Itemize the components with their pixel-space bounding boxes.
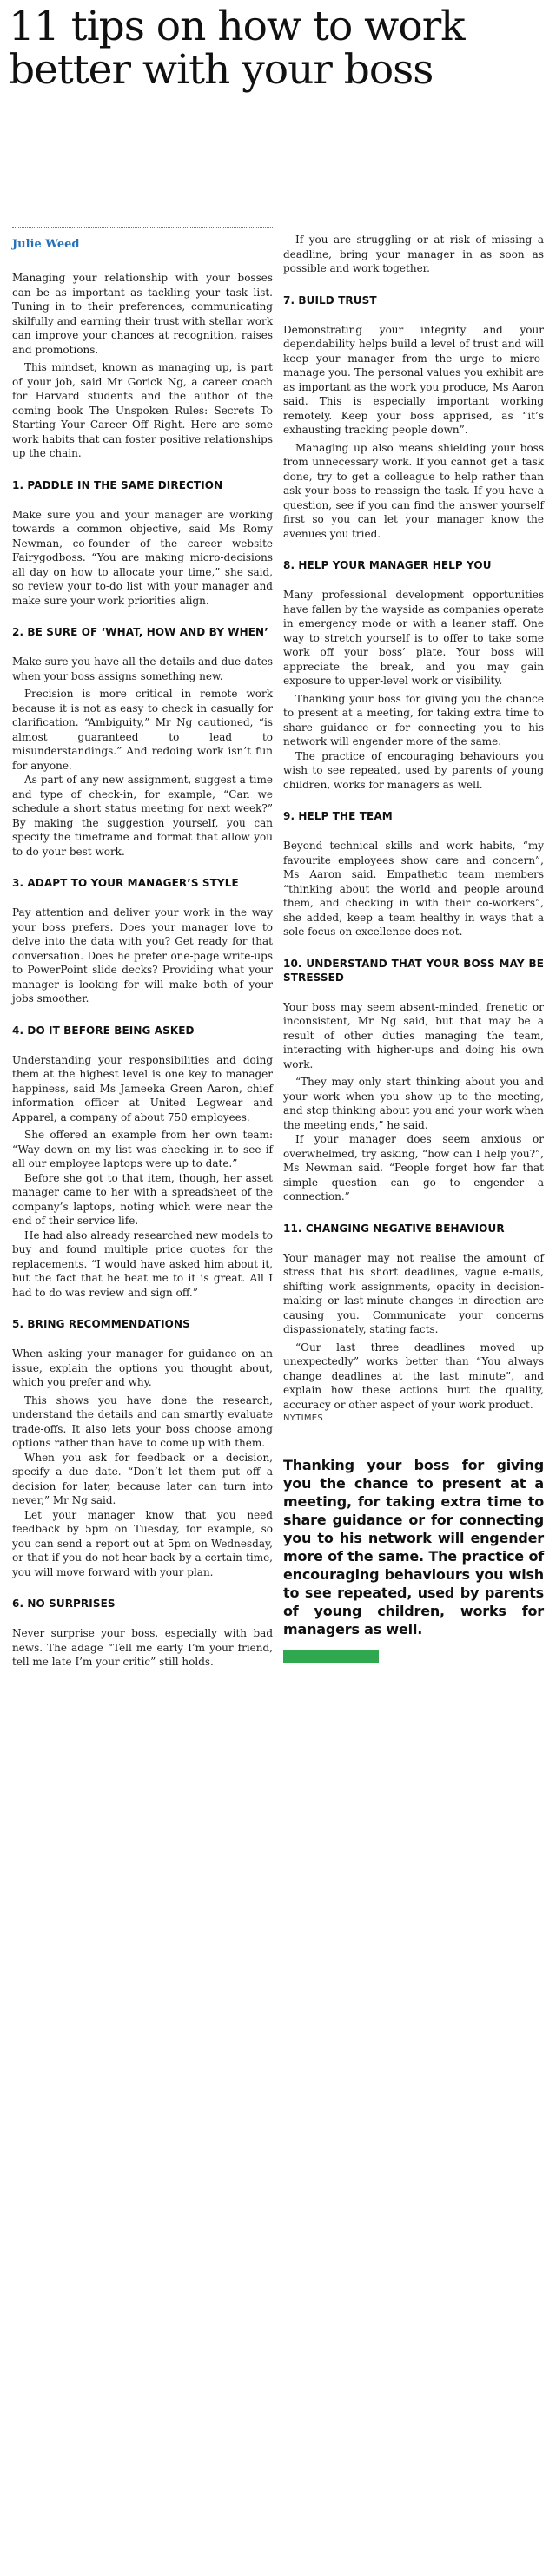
tip-paragraph: Let your manager know that you need feedback by 5pm on Tuesday, for example, so you can send a report out at 5pm on Wednesday, or that if you do not hear back by a certain time, you will move forward with your plan. <box>12 1508 273 1578</box>
tip-paragraph: As part of any new assignment, suggest a time and type of check-in, for example, “Can we schedule a short status meeting for next week?” By making the suggestion yourself, you can specify the timeframe and format that allow you to do your best work. <box>12 774 273 858</box>
tip-heading: 2. BE SURE OF ‘WHAT, HOW AND BY WHEN’ <box>12 626 268 638</box>
tip-paragraph: Understanding your responsibilities and doing them at the highest level is one key to manager happiness, said Ms Jameeka Green Aaron, chief information officer at United Legwear and Apparel, a company of about 750 employees. <box>12 1053 273 1123</box>
tip-heading: 7. BUILD TRUST <box>283 293 377 306</box>
tip-paragraph: Demonstrating your integrity and your dependability helps build a level of trust and will keep your manager from the urge to micro-manage you. The personal values you exhibit are as important as the work you produce, Ms Aaron said. This is especially important working remotely. Keep your boss apprised, as “it’s exhausting tracking people down”. <box>283 323 544 436</box>
tip-paragraph: If you are struggling or at risk of missing a deadline, bring your manager in as soon as possible and work together. <box>283 234 544 274</box>
tip-heading: 8. HELP YOUR MANAGER HELP YOU <box>283 559 492 571</box>
pullquote-spacer <box>283 1430 544 1456</box>
tip-paragraph: The practice of encouraging behaviours you wish to see repeated, used by parents of young children, works for managers as well. <box>283 749 544 791</box>
source-credit: NYTIMES <box>283 1413 324 1423</box>
tip-heading: 9. HELP THE TEAM <box>283 810 393 822</box>
tip-paragraph: When you ask for feedback or a decision, specify a due date. “Don’t let them put off a decision for later, because later can turn into never,” Mr Ng said. <box>12 1451 273 1506</box>
intro-paragraph: Managing your relationship with your bosses can be as important as tackling your task list. Tuning in to their preferences, communicating skilfully and earning their trust with stellar work can improve your chances at recognition, raises and promotions. <box>12 272 273 356</box>
left-column <box>12 271 273 1673</box>
tip-paragraph: “Our last three deadlines moved up unexpectedly” works better than “You always change deadlines at the last minute”, and explain how these actions hurt the quality, accuracy or other aspect of your work product. <box>283 1341 544 1411</box>
tip-paragraph: “They may only start thinking about you and your work when you show up to the meeting, and stop thinking about you and your work when the meeting ends,” he said. <box>283 1076 544 1131</box>
tip-heading: 4. DO IT BEFORE BEING ASKED <box>12 1024 195 1037</box>
tip-paragraph: Precision is more critical in remote work because it is not as easy to check in casually for clarification. “Ambiguity,” Mr Ng cautioned, “is almost guaranteed to lead to misunderstandings.” And redoing work isn’t fun for anyone. <box>12 688 273 772</box>
tip-heading: 11. CHANGING NEGATIVE BEHAVIOUR <box>283 1222 505 1235</box>
tip-heading: 1. PADDLE IN THE SAME DIRECTION <box>12 478 223 491</box>
tip-heading: 6. NO SURPRISES <box>12 1598 116 1610</box>
article-headline: 11 tips on how to work better with your boss <box>9 3 465 94</box>
right-column <box>283 233 544 1663</box>
tip-heading: 3. ADAPT TO YOUR MANAGER’S STYLE <box>12 877 239 889</box>
tip-paragraph: Beyond technical skills and work habits, “my favourite employees show care and concern”, Ms Aaron said. Empathetic team members “thinking about the world and people around them, and checking in with their co-workers”, she added, keep a team healthy in ways that a sole focus on excellence does not. <box>283 840 544 938</box>
tip-paragraph: Before she got to that item, though, her asset manager came to her with a spreadsheet of the company’s laptops, noting which were near the end of their service life. <box>12 1171 273 1227</box>
tip-paragraph: He had also already researched new models to buy and found multiple price quotes for the replacements. “I would have asked him about it, but the fact that he beat me to it is great. All I had to do was review and sign off.” <box>12 1229 273 1299</box>
tip-paragraph: Your manager may not realise the amount of stress that his short deadlines, vague e-mails, shifting work assignments, opacity in decision-making or last-minute changes in direction are causing you. Communicate your concerns dispassionately, stating facts. <box>283 1251 544 1335</box>
tip-paragraph: Never surprise your boss, especially with bad news. The adage “Tell me early I’m your friend, tell me late I’m your critic” still holds. <box>12 1627 273 1668</box>
tip-paragraph: She offered an example from her own team: “Way down on my list was checking in to see if all our employee laptops were up to date.” <box>12 1129 273 1169</box>
tip-paragraph: Make sure you and your manager are working towards a common objective, said Ms Romy Newman, co-founder of the career website Fairygodboss. “You are making micro-decisions all day on how to allocate your time,” she said, so review your to-do list with your manager and make sure your work priorities align. <box>12 508 273 607</box>
tip-paragraph: Make sure you have all the details and due dates when your boss assigns something new. <box>12 656 273 682</box>
tip-paragraph: This shows you have done the research, understand the details and can smartly evaluate trade-offs. It also lets your boss choose among options rather than have to come up with them. <box>12 1393 273 1449</box>
pullquote-accent-bar <box>283 1650 379 1663</box>
tip-heading: 5. BRING RECOMMENDATIONS <box>12 1318 190 1330</box>
intro-paragraph: This mindset, known as managing up, is part of your job, said Mr Gorick Ng, a career coach for Harvard students and the author of the coming book The Unspoken Rules: Secrets To Starting Your Career Off Right. Here are some work habits that can foster positive relationships up the chain. <box>12 361 273 459</box>
byline-divider <box>12 227 273 228</box>
tip-heading: 10. UNDERSTAND THAT YOUR BOSS MAY BE STRESSED <box>283 957 544 984</box>
tip-paragraph: When asking your manager for guidance on an issue, explain the options you thought about, which you prefer and why. <box>12 1347 273 1388</box>
pull-quote: Thanking your boss for giving you the chance to present at a meeting, for taking extra time to share guidance or for connecting you to his network will engender more of the same. The practice of encouraging behaviours you wish to see repeated, used by parents of young children, works for managers as well. <box>283 1456 544 1637</box>
tip-paragraph: Thanking your boss for giving you the chance to present at a meeting, for taking extra time to share guidance or for connecting you to his network will engender more of the same. <box>283 692 544 748</box>
tip-paragraph: If your manager does seem anxious or overwhelmed, try asking, “how can I help you?”, Ms Newman said. “People forget how far that simple question can go to engender a connection.” <box>283 1133 544 1202</box>
tip-paragraph: Your boss may seem absent-minded, frenetic or inconsistent, Mr Ng said, but that may be a result of other duties managing the team, interacting with higher-ups and doing his own work. <box>283 1000 544 1071</box>
tip-paragraph: Many professional development opportunities have fallen by the wayside as companies operate in emergency mode or with a leaner staff. One way to stretch yourself is to offer to take some work off your boss’ plate. Your boss will appreciate the break, and you may gain exposure to upper-level work or visibility. <box>283 589 544 687</box>
author-byline: Julie Weed <box>12 238 80 251</box>
tip-paragraph: Managing up also means shielding your boss from unnecessary work. If you cannot get a task done, try to get a colleague to help rather than ask your boss to reassign the task. If you have a question, see if you can find the answer yourself first so you can let your manager know the avenues you tried. <box>283 441 544 540</box>
tip-paragraph: Pay attention and deliver your work in the way your boss prefers. Does your manager love to delve into the data with you? Get ready for that conversation. Does he prefer one-page write-ups to PowerPoint slide decks? Providing what your manager is looking for will make both of your jobs smoother. <box>12 906 273 1005</box>
